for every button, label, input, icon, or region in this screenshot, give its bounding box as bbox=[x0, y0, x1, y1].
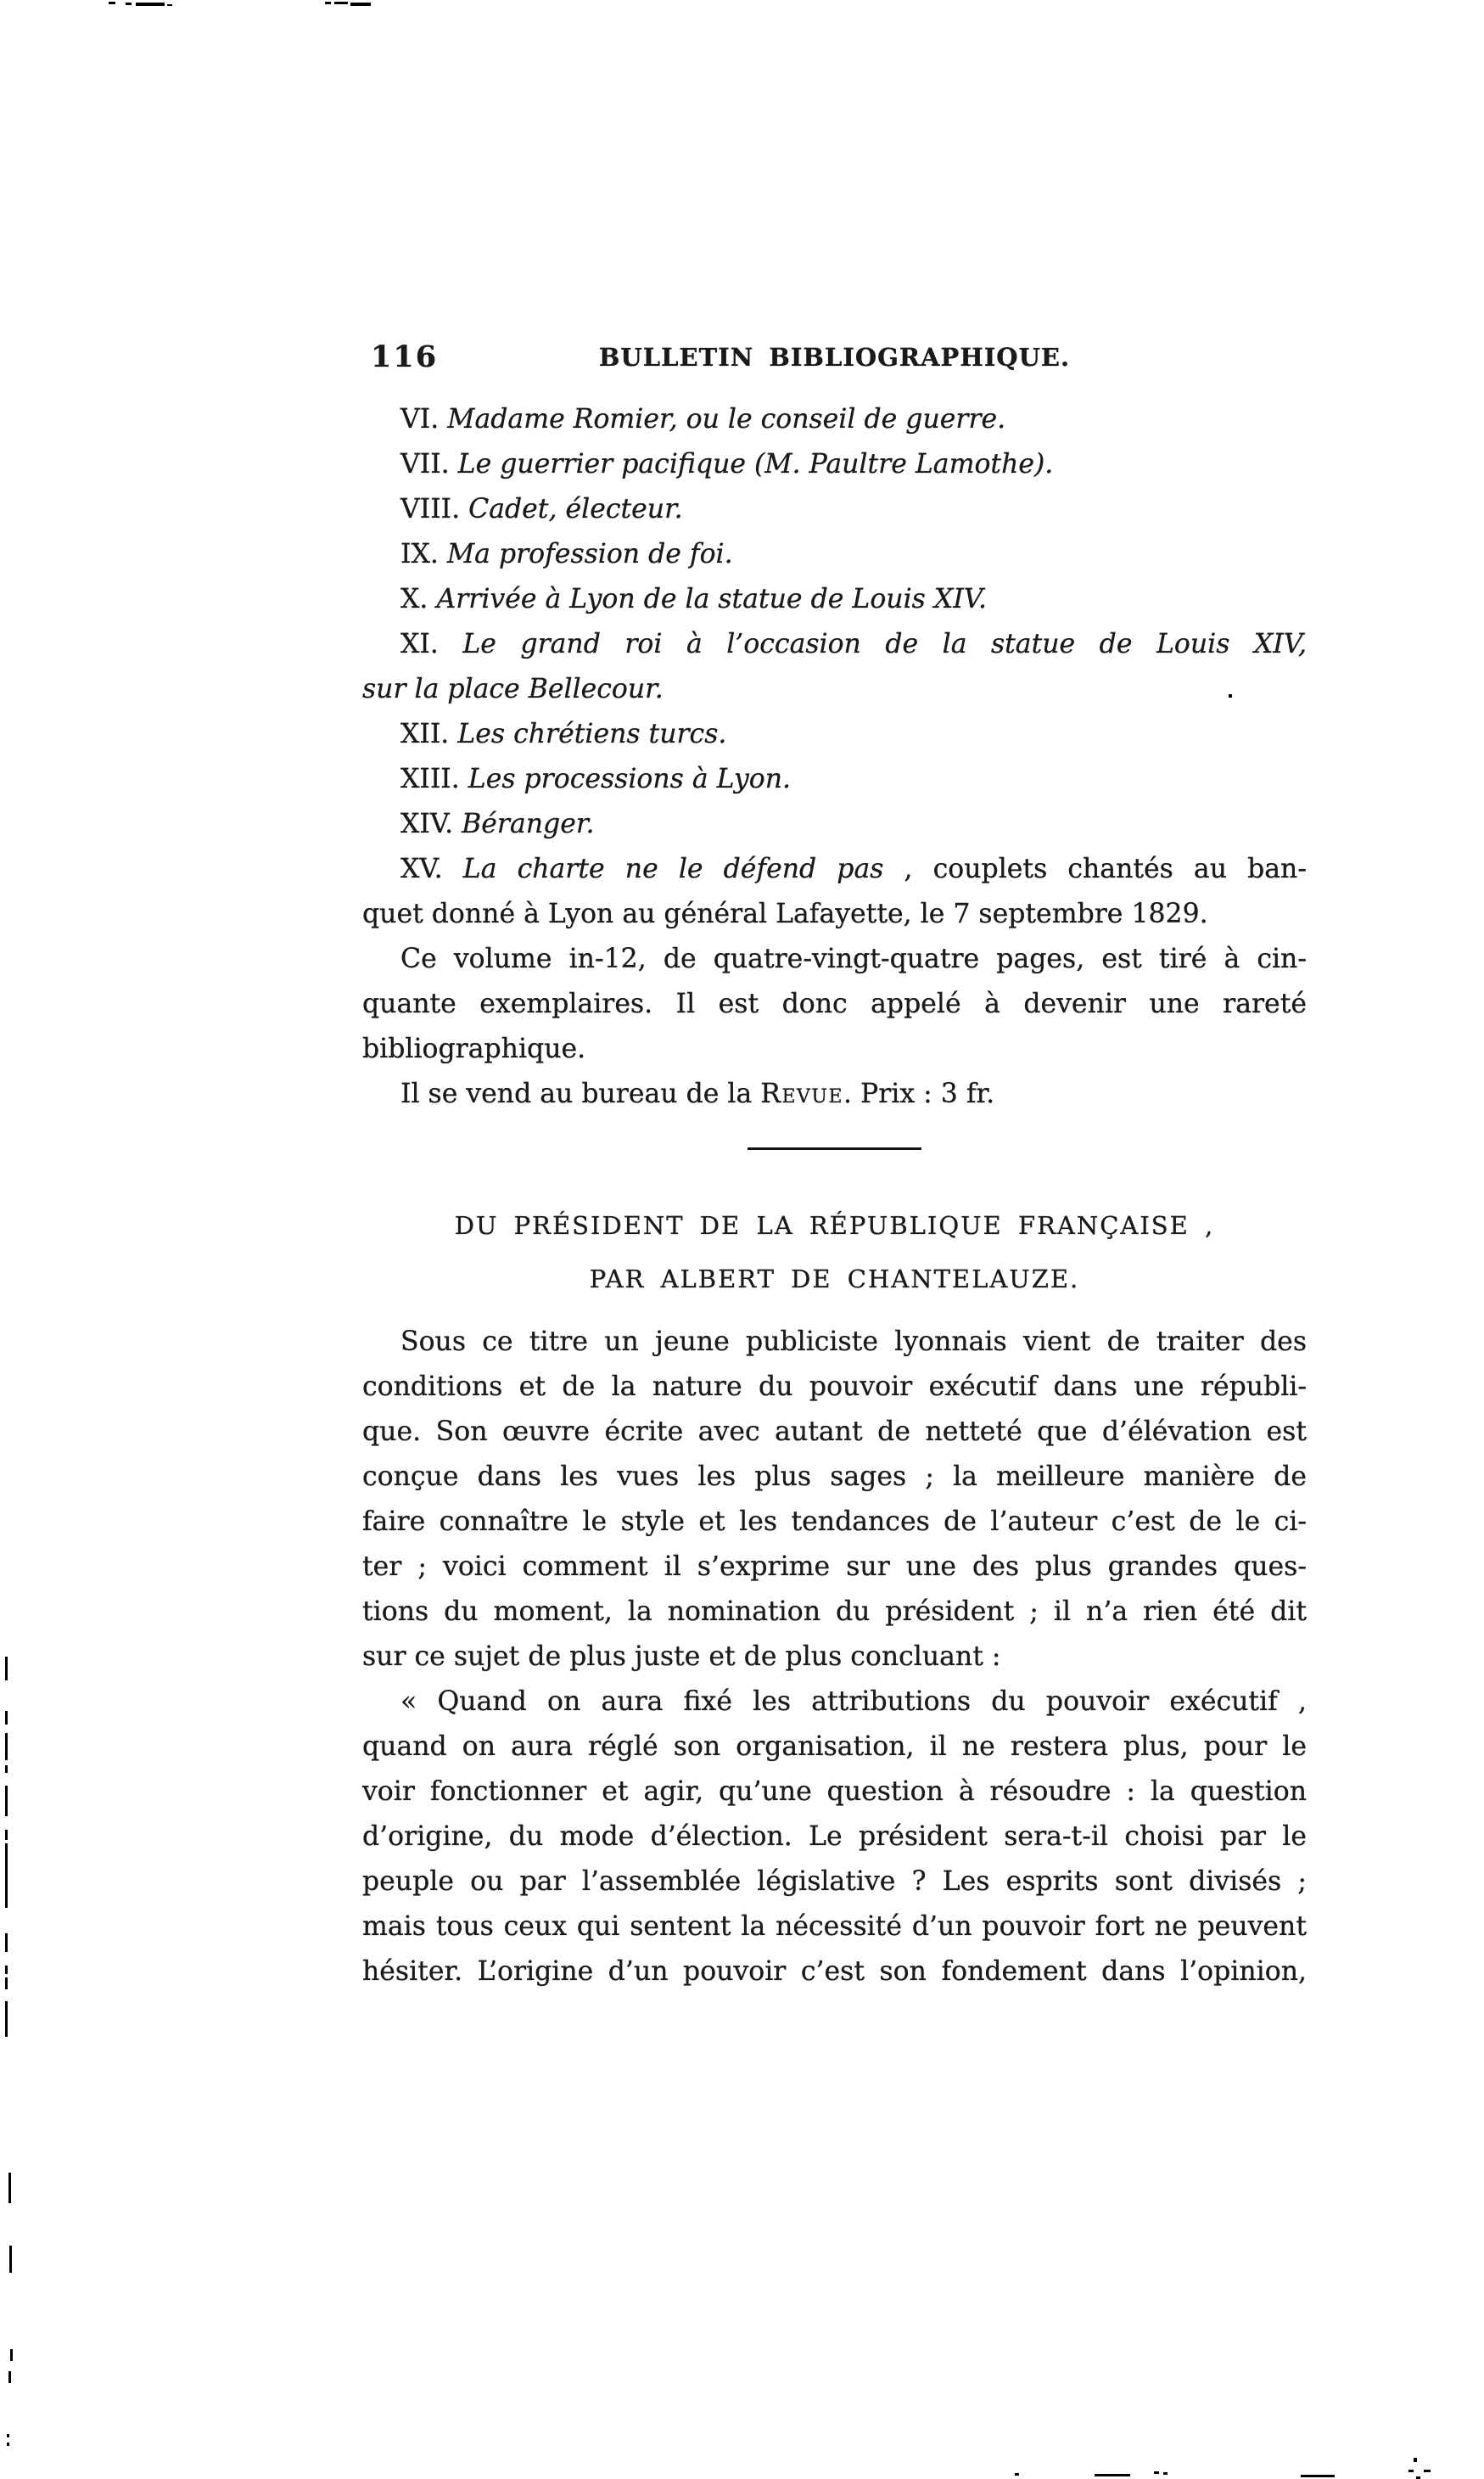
text: . Prix : 3 fr. bbox=[843, 1079, 995, 1109]
text-line bbox=[362, 1725, 1307, 1770]
italic-text: Le grand roi à l’occasion de la statue de Louis XIV, bbox=[462, 629, 1307, 659]
scan-artifact bbox=[1424, 2470, 1431, 2472]
italic-text: Les processions à Lyon. bbox=[468, 764, 792, 794]
section-divider bbox=[748, 1147, 921, 1150]
text-line bbox=[362, 1635, 1307, 1680]
scan-artifact bbox=[167, 4, 172, 6]
price-note-paragraph bbox=[362, 1072, 1307, 1117]
bibliography-item-xiii bbox=[362, 757, 1307, 802]
volume-note-paragraph bbox=[362, 937, 1307, 1072]
text: VII. bbox=[400, 449, 458, 480]
smallcaps-text: Revue bbox=[760, 1079, 844, 1109]
text: hésiter. L’origine d’un pouvoir c’est son fondement dans l’opinion, bbox=[362, 1956, 1307, 1987]
text-line bbox=[362, 532, 1307, 577]
scan-artifact bbox=[1154, 2471, 1159, 2474]
text: voir fonctionner et agir, qu’une question à résoudre : la question bbox=[362, 1776, 1307, 1807]
text: quante exemplaires. Il est donc appelé à devenir une rareté bbox=[362, 989, 1307, 1019]
bibliography-item-vii bbox=[362, 442, 1307, 487]
section-heading bbox=[362, 1199, 1307, 1306]
italic-text: Cadet, électeur. bbox=[468, 494, 683, 524]
scan-artifact bbox=[5, 1977, 8, 1989]
text: XV. bbox=[400, 854, 463, 884]
scan-artifact bbox=[1163, 2472, 1168, 2475]
text: Ce volume in-12, de quatre-vingt-quatre pages, est tiré à cin- bbox=[400, 944, 1307, 974]
text-line bbox=[362, 487, 1307, 532]
italic-text: Ma profession de foi. bbox=[446, 539, 733, 569]
bibliography-item-xii bbox=[362, 712, 1307, 757]
text-line bbox=[362, 1590, 1307, 1635]
text: quand on aura réglé son organisation, il ne restera plus, pour le bbox=[362, 1731, 1307, 1762]
text: X. bbox=[400, 584, 437, 614]
text: quet donné à Lyon au général Lafayette, le 7 septembre 1829. bbox=[362, 899, 1208, 929]
text-line bbox=[362, 577, 1307, 622]
text-line bbox=[362, 892, 1307, 937]
bibliography-item-xv bbox=[362, 847, 1307, 937]
scan-artifact bbox=[5, 1657, 8, 1680]
scan-artifact bbox=[7, 2434, 9, 2437]
text: XI. bbox=[400, 629, 463, 659]
text: , couplets chantés au ban- bbox=[883, 854, 1307, 884]
scan-artifact bbox=[1408, 2470, 1414, 2472]
text: peuple ou par l’assemblée législative ? Les esprits sont divisés ; bbox=[362, 1866, 1307, 1897]
bibliography-item-viii bbox=[362, 487, 1307, 532]
scan-artifact bbox=[7, 2443, 9, 2446]
text-line bbox=[362, 1027, 1307, 1072]
text: IX. bbox=[400, 539, 447, 569]
italic-text: La charte ne le défend pas bbox=[462, 854, 884, 884]
scan-artifact bbox=[109, 2, 115, 4]
text: XII. bbox=[400, 719, 458, 749]
text-line bbox=[362, 1500, 1307, 1545]
scan-artifact bbox=[5, 1862, 8, 1908]
scan-artifact bbox=[8, 2173, 11, 2203]
text: bibliographique. bbox=[362, 1034, 586, 1064]
bibliography-item-x bbox=[362, 577, 1307, 622]
text: XIII. bbox=[400, 764, 468, 794]
text: Sous ce titre un jeune publiciste lyonnais vient de traiter des bbox=[400, 1326, 1307, 1357]
bibliography-item-ix bbox=[362, 532, 1307, 577]
scan-artifact bbox=[5, 1786, 8, 1816]
page-number: 116 bbox=[371, 339, 439, 374]
text: VIII. bbox=[400, 494, 469, 524]
scan-artifact bbox=[5, 1765, 8, 1773]
scan-artifact bbox=[5, 1711, 8, 1725]
article-paragraph-1 bbox=[362, 1320, 1307, 1680]
scan-artifact bbox=[10, 2349, 13, 2361]
bibliography-item-vi bbox=[362, 397, 1307, 442]
text: sur ce sujet de plus juste et de plus concluant : bbox=[362, 1641, 1001, 1672]
text-line bbox=[362, 1365, 1307, 1410]
text: mais tous ceux qui sentent la nécessité d’un pouvoir fort ne peuvent bbox=[362, 1911, 1307, 1942]
text-line bbox=[362, 1904, 1307, 1949]
text-line bbox=[362, 622, 1307, 667]
text: PAR ALBERT DE CHANTELAUZE. bbox=[589, 1265, 1080, 1293]
running-title: BULLETIN BIBLIOGRAPHIQUE. bbox=[598, 343, 1071, 372]
text-line bbox=[362, 982, 1307, 1027]
scan-artifact bbox=[1414, 2458, 1417, 2462]
text: tions du moment, la nomination du président ; il n’a rien été dit bbox=[362, 1596, 1307, 1627]
italic-text: sur la place Bellecour. bbox=[362, 674, 664, 704]
scan-artifact bbox=[9, 2246, 12, 2273]
text-line bbox=[362, 667, 1307, 712]
text-line bbox=[362, 442, 1307, 487]
text-line bbox=[362, 1680, 1307, 1725]
text: ter ; voici comment il s’exprime sur une des plus grandes ques- bbox=[362, 1551, 1307, 1582]
scan-artifact bbox=[325, 2, 331, 4]
text: faire connaître le style et les tendances de l’auteur c’est de le ci- bbox=[362, 1506, 1307, 1537]
scan-artifact bbox=[1015, 2473, 1019, 2476]
text: XIV. bbox=[400, 809, 462, 839]
text-line bbox=[362, 1320, 1307, 1365]
bibliography-item-xiv bbox=[362, 802, 1307, 847]
text-line bbox=[362, 1199, 1307, 1253]
page-header bbox=[362, 339, 1307, 379]
text-line bbox=[362, 1545, 1307, 1590]
text-line bbox=[362, 1072, 1307, 1117]
italic-text: Les chrétiens turcs. bbox=[457, 719, 727, 749]
scan-artifact bbox=[350, 3, 371, 6]
text-column bbox=[362, 339, 1307, 1994]
page-body bbox=[362, 397, 1307, 1994]
text-line bbox=[362, 1814, 1307, 1859]
text-line bbox=[362, 1949, 1307, 1994]
scan-artifact bbox=[5, 1966, 8, 1974]
text: DU PRÉSIDENT DE LA RÉPUBLIQUE FRANÇAISE , bbox=[454, 1211, 1215, 1240]
italic-text: Béranger. bbox=[462, 809, 595, 839]
text-line bbox=[362, 397, 1307, 442]
scan-artifact bbox=[5, 1733, 8, 1760]
text-line bbox=[362, 1455, 1307, 1500]
text: « Quand on aura fixé les attributions du pouvoir exécutif , bbox=[400, 1686, 1307, 1717]
scan-artifact bbox=[5, 1933, 8, 1952]
text: Il se vend au bureau de la bbox=[400, 1079, 761, 1109]
scan-artifact bbox=[8, 2371, 11, 2383]
text: que. Son œuvre écrite avec autant de netteté que d’élévation est bbox=[362, 1416, 1307, 1447]
text-line bbox=[362, 802, 1307, 847]
scan-artifact bbox=[1095, 2474, 1130, 2476]
text-line bbox=[362, 1770, 1307, 1814]
scan-artifact bbox=[5, 1843, 8, 1862]
article-paragraph-2 bbox=[362, 1680, 1307, 1994]
text-line bbox=[362, 712, 1307, 757]
text: conçue dans les vues les plus sages ; la meilleure manière de bbox=[362, 1461, 1307, 1492]
text-line bbox=[362, 847, 1307, 892]
text-line bbox=[362, 1253, 1307, 1306]
text-line bbox=[362, 757, 1307, 802]
text-line bbox=[362, 1410, 1307, 1455]
text: conditions et de la nature du pouvoir exécutif dans une républi- bbox=[362, 1371, 1307, 1402]
scan-artifact bbox=[5, 2001, 8, 2037]
text-line bbox=[362, 937, 1307, 982]
text: VI. bbox=[400, 404, 448, 435]
scan-artifact bbox=[5, 1830, 8, 1840]
italic-text: Madame Romier, ou le conseil de guerre. bbox=[447, 404, 1006, 435]
scan-artifact bbox=[1301, 2475, 1335, 2477]
text: d’origine, du mode d’élection. Le président sera-t-il choisi par le bbox=[362, 1821, 1307, 1852]
scan-artifact bbox=[136, 3, 165, 6]
scan-artifact bbox=[126, 3, 132, 5]
italic-text: Arrivée à Lyon de la statue de Louis XIV. bbox=[436, 584, 987, 614]
scan-artifact bbox=[334, 2, 348, 4]
italic-text: Le guerrier pacifique (M. Paultre Lamothe). bbox=[457, 449, 1054, 480]
text-line bbox=[362, 1859, 1307, 1904]
bibliography-item-xi bbox=[362, 622, 1307, 712]
